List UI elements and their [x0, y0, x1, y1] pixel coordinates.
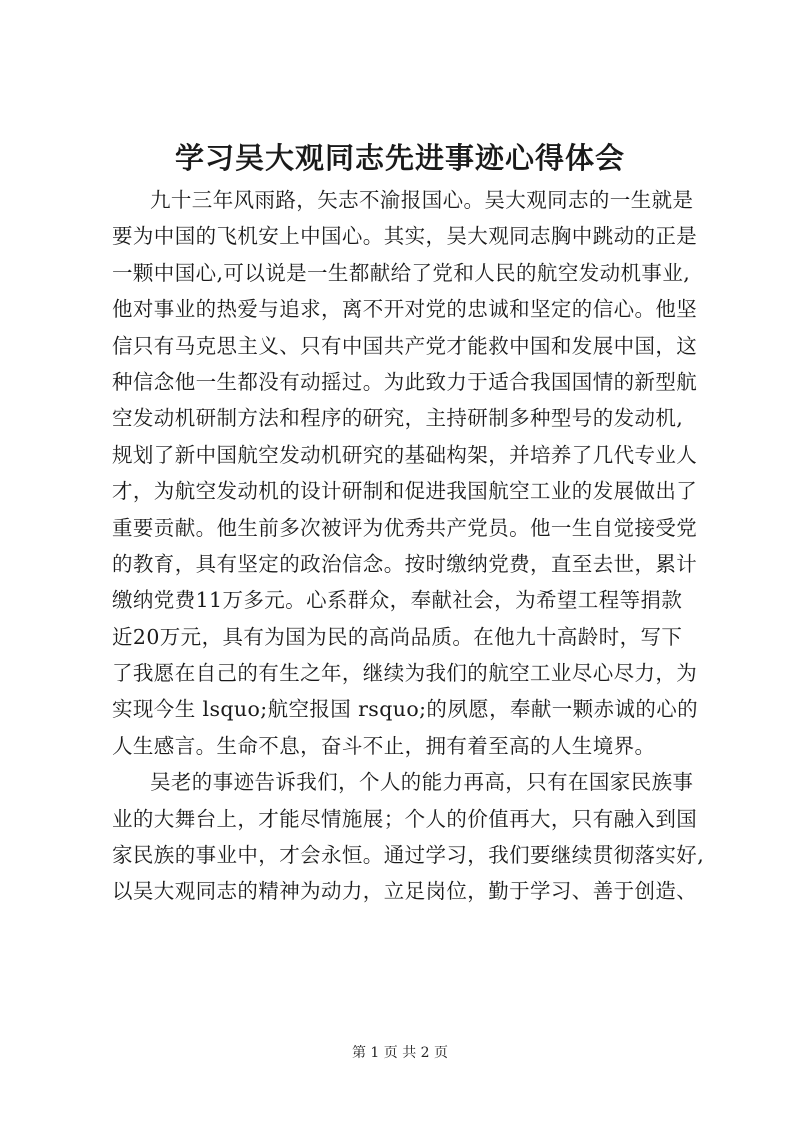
paragraph-line: 的教育，具有坚定的政治信念。按时缴纳党费，直至去世，累计	[112, 551, 698, 576]
paragraph-line: 种信念他一生都没有动摇过。为此致力于适合我国国情的新型航	[112, 369, 698, 394]
page-footer: 第 1 页 共 2 页	[351, 1045, 449, 1061]
paragraph-line: 家民族的事业中，才会永恒。通过学习，我们要继续贯彻落实好,	[112, 843, 705, 868]
paragraph-line: 实现今生 lsquo;航空报国 rsquo;的夙愿，奉献一颗赤诚的心的	[112, 697, 699, 722]
paragraph-line: 空发动机研制方法和程序的研究，主持研制多种型号的发动机,	[112, 406, 684, 431]
document-body	[112, 182, 712, 910]
paragraph-line: 重要贡献。他生前多次被评为优秀共产党员。他一生自觉接受党	[112, 515, 698, 540]
paragraph-line: 信只有马克思主义、只有中国共产党才能救中国和发展中国，这	[112, 333, 698, 358]
paragraph-1	[112, 182, 712, 764]
paragraph-line: 一颗中国心,可以说是一生都献给了党和人民的航空发动机事业,	[112, 260, 691, 285]
paragraph-line: 才，为航空发动机的设计研制和促进我国航空工业的发展做出了	[112, 479, 698, 504]
paragraph-line: 业的大舞台上，才能尽情施展；个人的价值再大，只有融入到国	[112, 806, 698, 831]
paragraph-line: 了我愿在自己的有生之年，继续为我们的航空工业尽心尽力，为	[112, 661, 698, 686]
paragraph-line: 人生感言。生命不息，奋斗不止，拥有着至高的人生境界。	[112, 733, 656, 758]
paragraph-line: 要为中国的飞机安上中国心。其实，吴大观同志胸中跳动的正是	[112, 224, 698, 249]
paragraph-line: 以吴大观同志的精神为动力，立足岗位，勤于学习、善于创造、	[112, 879, 698, 904]
paragraph-line: 九十三年风雨路，矢志不渝报国心。吴大观同志的一生就是	[150, 188, 694, 212]
paragraph-line: 规划了新中国航空发动机研究的基础构架，并培养了几代专业人	[112, 442, 698, 467]
paragraph-line: 吴老的事迹告诉我们，个人的能力再高，只有在国家民族事	[150, 770, 694, 795]
paragraph-2	[112, 764, 712, 910]
document-title: 学习吴大观同志先进事迹心得体会	[174, 141, 625, 175]
paragraph-line: 近20万元，具有为国为民的高尚品质。在他九十高龄时，写下	[112, 624, 683, 649]
paragraph-line: 他对事业的热爱与追求，离不开对党的忠诚和坚定的信心。他坚	[112, 297, 698, 322]
paragraph-line: 缴纳党费11万多元。心系群众，奉献社会，为希望工程等捐款	[112, 588, 683, 613]
